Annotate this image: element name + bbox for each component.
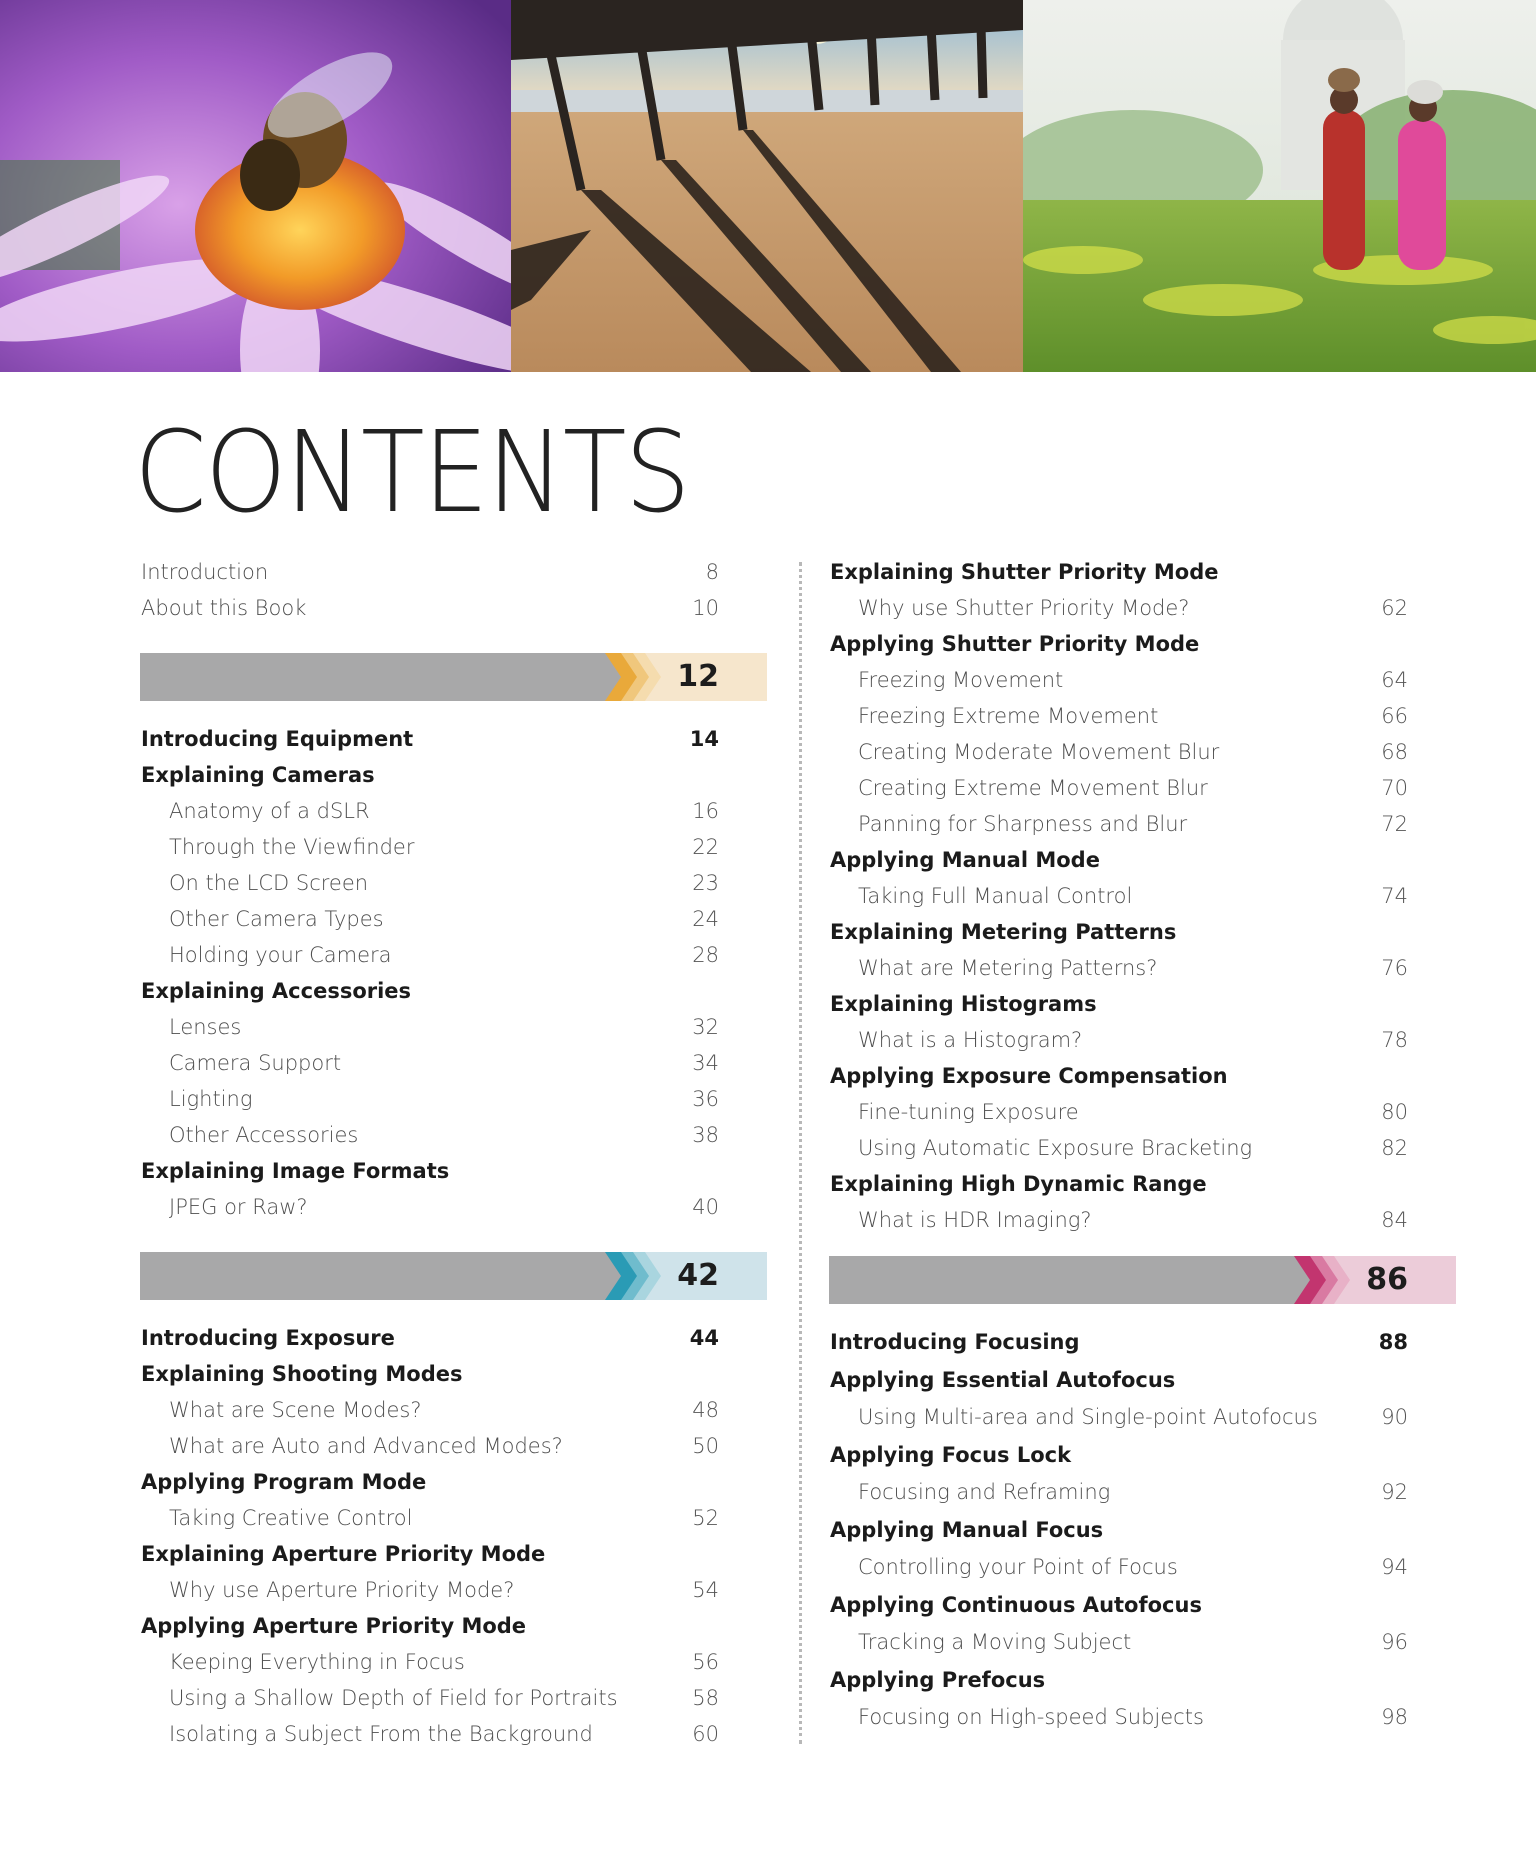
toc-entry-label: Panning for Sharpness and Blur — [858, 812, 1188, 836]
toc-entry-label: Lighting — [169, 1087, 253, 1111]
toc-entry[interactable] — [141, 1081, 719, 1117]
toc-entry-label: Explaining Metering Patterns — [830, 920, 1177, 944]
toc-entry-label: Focusing and Reframing — [858, 1480, 1111, 1504]
toc-entry-page: 23 — [692, 871, 719, 895]
toc-entry-label: What are Auto and Advanced Modes? — [169, 1434, 563, 1458]
toc-entry-page: 22 — [692, 835, 719, 859]
toc-entry-label: Lenses — [169, 1015, 242, 1039]
toc-entry-label: Applying Shutter Priority Mode — [830, 632, 1200, 656]
toc-entry-label: Explaining High Dynamic Range — [830, 1172, 1207, 1196]
toc-entry-page: 40 — [692, 1195, 719, 1219]
toc-entry-label: Camera Support — [169, 1051, 342, 1075]
toc-entry-label: Applying Aperture Priority Mode — [141, 1614, 527, 1638]
toc-entry-page: 72 — [1381, 812, 1408, 836]
pier-on-beach-photo — [511, 0, 1023, 372]
toc-section-heading[interactable] — [141, 1320, 719, 1356]
toc-entry-page: 70 — [1381, 776, 1408, 800]
toc-section-heading[interactable] — [830, 1437, 1408, 1475]
toc-entry-label: Explaining Histograms — [830, 992, 1097, 1016]
toc-entry-page: 50 — [692, 1434, 719, 1458]
toc-entry-page: 14 — [689, 727, 719, 751]
toc-section-heading[interactable] — [830, 842, 1408, 878]
toc-entry-label: Applying Program Mode — [141, 1470, 427, 1494]
toc-entry[interactable] — [830, 1094, 1408, 1130]
toc-entry-label: Explaining Image Formats — [141, 1159, 450, 1183]
toc-entry-page: 62 — [1381, 596, 1408, 620]
contents-left-column — [141, 554, 719, 1752]
toc-entry-label: Other Camera Types — [169, 907, 384, 931]
toc-entry-label: What is a Histogram? — [858, 1028, 1083, 1052]
toc-section-heading[interactable] — [141, 1536, 719, 1572]
toc-entry-page: 36 — [692, 1087, 719, 1111]
bee-on-flower-photo — [0, 0, 511, 372]
toc-entry-page: 94 — [1381, 1555, 1408, 1579]
toc-section-heading[interactable] — [830, 626, 1408, 662]
toc-entry-page: 88 — [1378, 1330, 1408, 1354]
toc-entry[interactable] — [141, 1117, 719, 1153]
toc-entry-page: 68 — [1381, 740, 1408, 764]
toc-entry-page: 8 — [705, 560, 719, 584]
toc-entry-label: Introducing Equipment — [141, 727, 414, 751]
toc-entry-label: Creating Extreme Movement Blur — [858, 776, 1208, 800]
toc-entry-page: 44 — [689, 1326, 719, 1350]
toc-section-heading[interactable] — [830, 1362, 1408, 1400]
toc-entry-label: Applying Prefocus — [830, 1667, 1046, 1692]
toc-entry-label: Taking Creative Control — [169, 1506, 413, 1530]
chapter-banner-3[interactable] — [829, 1256, 1456, 1304]
toc-entry[interactable] — [830, 698, 1408, 734]
toc-section-heading[interactable] — [830, 554, 1408, 590]
toc-entry[interactable] — [141, 793, 719, 829]
toc-entry-page: 48 — [692, 1398, 719, 1422]
toc-entry-label: Anatomy of a dSLR — [169, 799, 370, 823]
toc-entry-page: 96 — [1381, 1630, 1408, 1654]
toc-entry-label: Freezing Movement — [858, 668, 1064, 692]
toc-entry-label: Explaining Cameras — [141, 763, 375, 787]
toc-entry[interactable] — [830, 770, 1408, 806]
toc-entry[interactable] — [141, 1716, 719, 1752]
toc-entry[interactable] — [141, 1428, 719, 1464]
toc-entry-label: JPEG or Raw? — [169, 1195, 308, 1219]
chapter-page-number: 42 — [677, 1258, 719, 1293]
toc-entry-page: 76 — [1381, 956, 1408, 980]
toc-entry-label: What is HDR Imaging? — [858, 1208, 1092, 1232]
toc-entry[interactable] — [830, 662, 1408, 698]
toc-entry-label: Other Accessories — [169, 1123, 359, 1147]
toc-entry-page: 10 — [692, 596, 719, 620]
toc-entry-label: Why use Aperture Priority Mode? — [169, 1578, 515, 1602]
toc-entry[interactable] — [830, 1474, 1408, 1512]
toc-entry[interactable] — [141, 1644, 719, 1680]
toc-entry[interactable] — [830, 1624, 1408, 1662]
toc-entry[interactable] — [141, 1500, 719, 1536]
toc-entry-label: Holding your Camera — [169, 943, 392, 967]
toc-entry[interactable] — [830, 1130, 1408, 1166]
toc-entry-label: Applying Exposure Compensation — [830, 1064, 1228, 1088]
toc-entry[interactable] — [830, 806, 1408, 842]
toc-entry[interactable] — [141, 590, 719, 626]
toc-entry-label: Freezing Extreme Movement — [858, 704, 1159, 728]
toc-entry-label: Fine-tuning Exposure — [858, 1100, 1079, 1124]
toc-entry-page: 28 — [692, 943, 719, 967]
toc-section-heading[interactable] — [141, 721, 719, 757]
toc-entry-label: Introducing Exposure — [141, 1326, 395, 1350]
toc-entry-page: 16 — [692, 799, 719, 823]
toc-entry-label: Focusing on High-speed Subjects — [858, 1705, 1204, 1729]
toc-entry-label: Explaining Aperture Priority Mode — [141, 1542, 546, 1566]
toc-entry-label: Controlling your Point of Focus — [858, 1555, 1178, 1579]
toc-entry[interactable] — [141, 1009, 719, 1045]
toc-section-heading[interactable] — [141, 973, 719, 1009]
toc-entry[interactable] — [830, 1399, 1408, 1437]
toc-entry-page: 78 — [1381, 1028, 1408, 1052]
toc-section-heading[interactable] — [830, 1324, 1408, 1362]
chapter-2-continued-entries — [830, 554, 1408, 1238]
toc-section-heading[interactable] — [141, 1608, 719, 1644]
toc-entry-page: 92 — [1381, 1480, 1408, 1504]
chapter-3-entries — [830, 1324, 1408, 1737]
toc-entry-page: 80 — [1381, 1100, 1408, 1124]
toc-entry-page: 56 — [692, 1650, 719, 1674]
toc-entry-label: What are Metering Patterns? — [858, 956, 1158, 980]
toc-entry[interactable] — [830, 878, 1408, 914]
toc-entry[interactable] — [141, 554, 719, 590]
toc-entry-page: 98 — [1381, 1705, 1408, 1729]
toc-entry[interactable] — [141, 1680, 719, 1716]
chapter-page-number: 12 — [677, 659, 719, 694]
toc-entry-label: Through the Viewfinder — [169, 835, 415, 859]
toc-section-heading[interactable] — [830, 1512, 1408, 1550]
toc-section-heading[interactable] — [830, 914, 1408, 950]
toc-entry-label: Keeping Everything in Focus — [169, 1650, 465, 1674]
toc-entry-label: Tracking a Moving Subject — [858, 1630, 1132, 1654]
toc-entry[interactable] — [141, 937, 719, 973]
toc-entry-page: 54 — [692, 1578, 719, 1602]
toc-entry[interactable] — [141, 829, 719, 865]
toc-entry-page: 24 — [692, 907, 719, 931]
toc-section-heading[interactable] — [141, 1464, 719, 1500]
toc-entry-label: Using Automatic Exposure Bracketing — [858, 1136, 1253, 1160]
toc-entry[interactable] — [141, 865, 719, 901]
toc-entry-label: Isolating a Subject From the Background — [169, 1722, 593, 1746]
toc-entry[interactable] — [141, 1392, 719, 1428]
toc-entry[interactable] — [830, 1549, 1408, 1587]
toc-entry[interactable] — [830, 1699, 1408, 1737]
toc-entry[interactable] — [830, 1202, 1408, 1238]
toc-entry-label: Introduction — [141, 560, 269, 584]
toc-entry[interactable] — [141, 1045, 719, 1081]
women-in-field-photo — [1023, 0, 1536, 372]
toc-entry-page: 66 — [1381, 704, 1408, 728]
toc-entry-page: 34 — [692, 1051, 719, 1075]
toc-entry-page: 58 — [692, 1686, 719, 1710]
toc-entry[interactable] — [830, 590, 1408, 626]
toc-entry-label: Why use Shutter Priority Mode? — [858, 596, 1190, 620]
toc-entry-label: Using a Shallow Depth of Field for Portraits — [169, 1686, 618, 1710]
toc-entry-label: Applying Manual Mode — [830, 848, 1100, 872]
page-title: CONTENTS — [134, 408, 689, 538]
toc-entry-page: 64 — [1381, 668, 1408, 692]
toc-entry-label: Explaining Shutter Priority Mode — [830, 560, 1219, 584]
toc-entry-label: Explaining Accessories — [141, 979, 412, 1003]
toc-entry[interactable] — [830, 734, 1408, 770]
contents-right-column — [830, 554, 1408, 1737]
toc-entry-page: 32 — [692, 1015, 719, 1039]
toc-entry-label: Taking Full Manual Control — [858, 884, 1133, 908]
toc-entry-page: 38 — [692, 1123, 719, 1147]
toc-entry-page: 82 — [1381, 1136, 1408, 1160]
chapter-page-number: 86 — [1366, 1262, 1408, 1297]
toc-section-heading[interactable] — [830, 1587, 1408, 1625]
chapter-banner-2[interactable] — [140, 1252, 767, 1300]
toc-entry[interactable] — [141, 1572, 719, 1608]
column-divider — [799, 562, 802, 1744]
toc-entry[interactable] — [830, 950, 1408, 986]
toc-section-heading[interactable] — [141, 1356, 719, 1392]
chapter-banner-1[interactable] — [140, 653, 767, 701]
toc-entry-label: Using Multi-area and Single-point Autofocus — [858, 1405, 1318, 1429]
toc-entry-page: 60 — [692, 1722, 719, 1746]
toc-entry-label: Creating Moderate Movement Blur — [858, 740, 1220, 764]
toc-entry-label: On the LCD Screen — [169, 871, 369, 895]
chapter-1-entries — [141, 721, 719, 1225]
toc-entry-page: 90 — [1381, 1405, 1408, 1429]
toc-section-heading[interactable] — [141, 1153, 719, 1189]
toc-section-heading[interactable] — [830, 986, 1408, 1022]
toc-entry[interactable] — [830, 1022, 1408, 1058]
toc-section-heading[interactable] — [830, 1058, 1408, 1094]
toc-entry-page: 74 — [1381, 884, 1408, 908]
toc-entry-label: Applying Manual Focus — [830, 1517, 1104, 1542]
toc-section-heading[interactable] — [141, 757, 719, 793]
toc-entry-label: What are Scene Modes? — [169, 1398, 422, 1422]
chapter-2-entries — [141, 1320, 719, 1752]
header-photo-strip — [0, 0, 1536, 372]
toc-entry-page: 52 — [692, 1506, 719, 1530]
toc-entry-label: Applying Focus Lock — [830, 1442, 1072, 1467]
toc-entry[interactable] — [141, 1189, 719, 1225]
toc-section-heading[interactable] — [830, 1662, 1408, 1700]
toc-entry-label: About this Book — [141, 596, 307, 620]
toc-entry[interactable] — [141, 901, 719, 937]
toc-entry-label: Applying Continuous Autofocus — [830, 1592, 1202, 1617]
toc-entry-label: Explaining Shooting Modes — [141, 1362, 463, 1386]
toc-entry-label: Applying Essential Autofocus — [830, 1367, 1176, 1392]
toc-section-heading[interactable] — [830, 1166, 1408, 1202]
toc-entry-label: Introducing Focusing — [830, 1330, 1080, 1354]
toc-entry-page: 84 — [1381, 1208, 1408, 1232]
